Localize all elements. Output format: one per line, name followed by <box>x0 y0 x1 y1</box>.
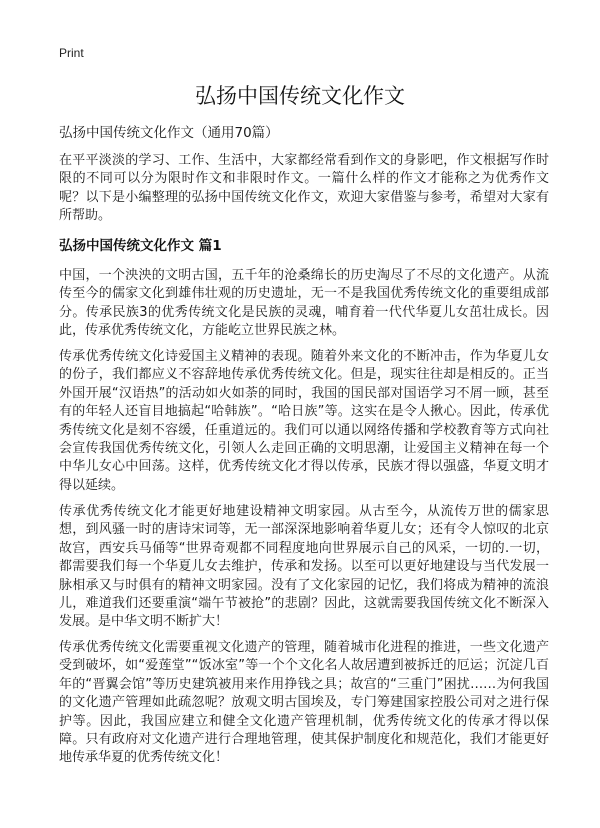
body-paragraph-2: 传承优秀传统文化诗爱国主义精神的表现。随着外来文化的不断冲击，作为华夏儿女的份子，我们都应义不容辞地传承优秀传统文化。但是，现实往往却是相反的。正当外国开展“汉语热”的活动如火如荼的同时，我国的国民部对国语学习不屑一顾，甚至有的年轻人还盲目地搞起“哈韩族”。“哈日族”等。这实在是令人揪心。因此，传承优秀传统文化是刻不容缓，任重道远的。我们可以通以网络传播和学校教育等方式向社会宣传我国优秀传统文化，引领人么走回正确的文明思潮，让爱国主义精神在每一个中华儿女心中回荡。这样，优秀传统文化才得以传承，民族才得以强盛，华夏文明才得以延续。 <box>59 349 549 493</box>
print-link[interactable]: Print <box>59 46 84 60</box>
page-title: 弘扬中国传统文化作文 <box>195 84 405 108</box>
body-paragraph-3: 传承优秀传统文化才能更好地建设精神文明家园。从古至今，从流传万世的儒家思想，到风骚一时的唐诗宋词等，无一部深深地影响着华夏儿女；还有令人惊叹的北京故宫，西安兵马俑等“世界奇观都不同程度地向世界展示自己的风采，一切的.一切，都需要我们每一个华夏儿女去维护，传承和发扬。以至可以更好地建设与当代发展一脉相承又与时俱有的精神文明家园。没有了文化家园的记忆，我们将成为精神的流浪儿，难道我们还要重演“端午节被抢”的悲剧？因此，这就需要我国传统文化不断深入发展。是中华文明不断扩大！ <box>59 504 549 630</box>
section-heading: 弘扬中国传统文化作文 篇1 <box>59 238 222 254</box>
intro-paragraph: 在平平淡淡的学习、工作、生活中，大家都经常看到作文的身影吧，作文根据写作时限的不同可以分为限时作文和非限时作文。一篇什么样的作文才能称之为优秀作文呢？以下是小编整理的弘扬中国传统文化作文，欢迎大家借鉴与参考，希望对大家有所帮助。 <box>59 153 549 224</box>
body-paragraph-4: 传承优秀传统文化需要重视文化遗产的管理，随着城市化进程的推进，一些文化遗产受到破坏，如“爱莲堂”“饭冰室”等一个个文化名人故居遭到被拆迁的厄运；沉淀几百年的“晋翼会馆”等历史建筑被用来作用挣钱之具；故宫的“三重门”困扰……为何我国的文化遗产管理如此疏忽呢？放观文明古国埃及，专门筹建国家控股公司对之进行保护等。因此，我国应建立和健全文化遗产管理机制，优秀传统文化的传承才得以保障。只有政府对文化遗产进行合理地管理，使其保护制度化和规范化，我们才能更好地传承华夏的优秀传统文化！ <box>59 640 549 766</box>
document-subtitle: 弘扬中国传统文化作文（通用70篇） <box>59 125 279 141</box>
body-paragraph-1: 中国，一个泱泱的文明古国，五千年的沧桑绵长的历史淘尽了不尽的文化遗产。从流传至今的儒家文化到雄伟壮观的历史遗址，无一不是我国优秀传统文化的重要组成部分。传承民族3的优秀传统文化是民族的灵魂，哺育着一代代华夏儿女茁壮成长。因此，传承优秀传统文化，方能屹立世界民族之林。 <box>59 268 549 339</box>
